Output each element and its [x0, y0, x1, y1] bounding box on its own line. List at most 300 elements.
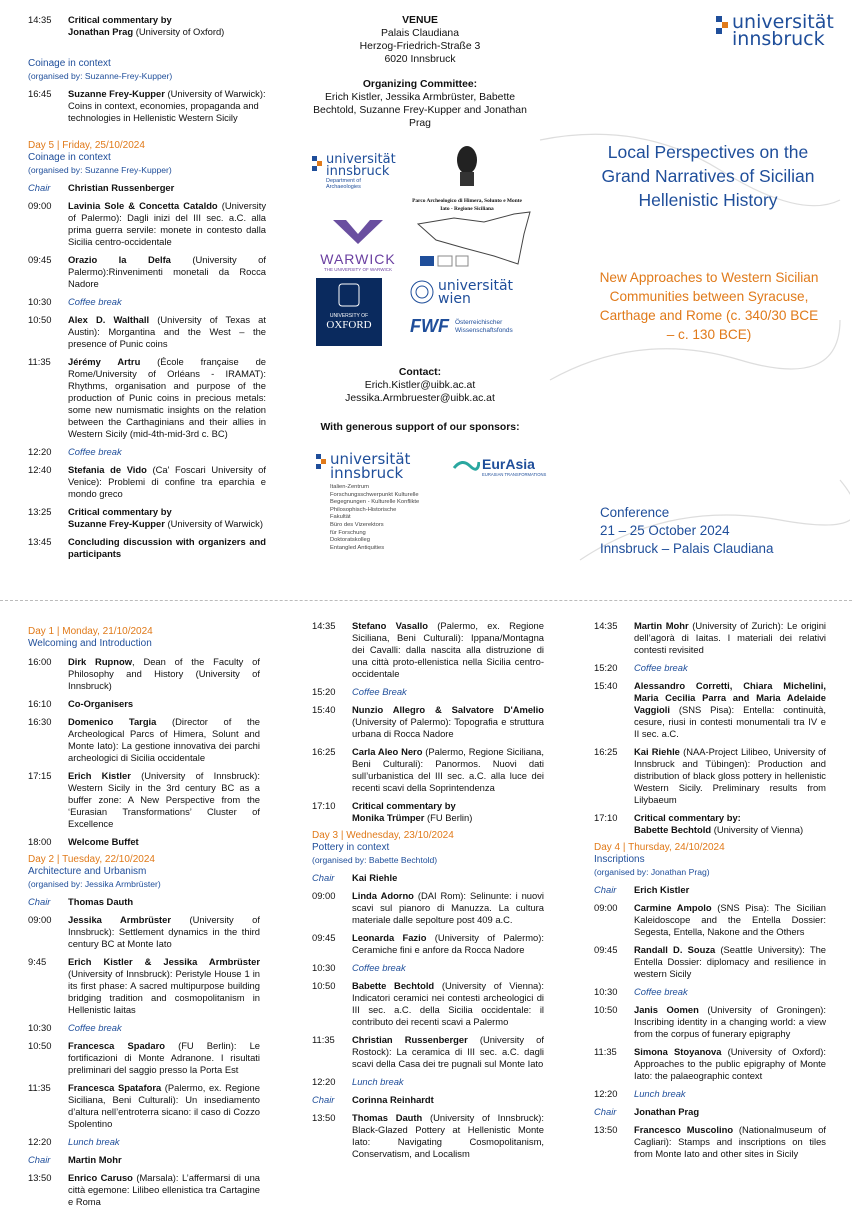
contact-email[interactable]: Jessika.Armbruester@uibk.ac.at [345, 393, 495, 404]
schedule-item [28, 656, 260, 692]
day-organiser: (organised by: Jessika Armbrüster) [28, 879, 161, 889]
item-time: 10:30 [594, 986, 618, 997]
item-speaker: Randall D. Souza [634, 944, 716, 955]
item-speaker: Erich Kistler & Jessika Armbrüster [68, 956, 260, 967]
item-time: 11:35 [28, 1082, 51, 1093]
item-time: 10:50 [28, 314, 52, 325]
item-time: Chair [312, 1094, 335, 1105]
item-title: The Entella Dossier: diplomacy and resilience in western Sicily [634, 944, 826, 979]
item-speaker: Monika Trümper [352, 812, 425, 823]
item-title: Black-Glazed Pottery at Hellenistic Monte Iato: Navigating Cosmopolitanism, Conservatism, and Localism [352, 1124, 544, 1159]
item-time: 09:00 [594, 902, 618, 913]
item-time: 16:00 [28, 656, 52, 667]
item-content [68, 1082, 260, 1130]
item-title: Production and distribution of black gloss pottery in hellenistic Western Sicily. Preliminary results from Lilybaeum [634, 758, 826, 805]
item-content: Coffee Break [352, 686, 407, 697]
item-content: Coffee break [68, 296, 122, 307]
item-content [68, 656, 260, 692]
item-speaker: Carla Aleo Nero [352, 746, 423, 757]
day-subtitle: Architecture and Urbanism [28, 866, 147, 877]
day5-items [28, 182, 266, 560]
item-time: 13:50 [312, 1112, 336, 1123]
item-content [352, 746, 544, 794]
item-content [352, 1034, 544, 1070]
item-title: Indicatori ceramici nei contesti archeologici di III sec. a.C. della Sicilia occidentale: il contributo dei recenti scavi a Palermo [352, 992, 544, 1027]
item-speaker: Critical commentary by [352, 800, 456, 811]
item-title: Entella: continuità, cesure, riusi in contesti monumentali tra IV e II sec. a.C. [634, 704, 826, 739]
item-affiliation: (Palermo, ex. Regione Siciliana, Beni Culturali): [352, 620, 544, 643]
day-header [312, 830, 544, 866]
item-affiliation: (SNS Pisa): [669, 704, 744, 715]
item-time: 09:45 [312, 932, 336, 943]
item-speaker: Critical commentary by: [634, 812, 741, 823]
item-title: Le fortificazioni di Monte Adranone. I risultati preliminari del saggio presso la Porta Est [68, 1040, 260, 1075]
item-speaker: Francesca Spadaro [68, 1040, 165, 1051]
item-time: 12:20 [312, 1076, 336, 1087]
schedule-item [28, 506, 266, 530]
item-content [68, 836, 260, 848]
item-affiliation: (FU Berlin) [424, 812, 473, 823]
item-content: Coffee break [68, 1022, 122, 1033]
contact-email[interactable]: Erich.Kistler@uibk.ac.at [364, 380, 476, 391]
schedule-column-3 [594, 620, 826, 1166]
schedule-item [28, 314, 266, 350]
oxford-crest-icon [336, 282, 362, 308]
schedule-item [594, 662, 826, 674]
item-content [68, 536, 266, 560]
item-affiliation: (University of Groningen): [698, 1004, 827, 1015]
item-title: The Sicilian Kaleidoscope and the Entella Dossier: Segesta, Entella, Nakone and the Others [634, 902, 826, 937]
top-left-schedule [28, 14, 266, 566]
item-time: 10:50 [594, 1004, 618, 1015]
schedule-item [594, 812, 826, 836]
conference-subtitle: New Approaches to Western Sicilian Communities between Syracuse, Carthage and Rome (c. 340/30 BCE – c. 130 BCE) [599, 270, 819, 342]
item-content: Christian Russenberger [68, 182, 175, 193]
schedule-item [594, 746, 826, 806]
eurasia-logo: EurAsia EURASIAN TRANSFORMATIONS [452, 456, 552, 477]
sponsor-line: Forschungsschwerpunkt Kulturelle [330, 491, 419, 498]
session-title: Coinage in context [28, 58, 111, 69]
item-content [68, 956, 260, 1016]
item-title: Panormos. Nuovi dati sull’urbanistica del III sec. a.C. alla luce dei recenti scavi della Soprintendenza [352, 758, 544, 793]
item-affiliation: (Director of the Archeological Parcs of Himera, Solunt and Monte Iato): [68, 716, 260, 751]
schedule-item [28, 254, 266, 290]
day-organiser: (organised by: Babette Bechtold) [312, 855, 438, 865]
item-time: 11:35 [312, 1034, 335, 1045]
schedule-item [312, 1094, 544, 1106]
item-speaker: Stefania de Vido [68, 464, 147, 475]
item-time: 15:20 [312, 686, 336, 697]
item-content [68, 914, 260, 950]
schedule-item [28, 296, 266, 308]
item-time: 12:20 [594, 1088, 618, 1099]
item-time: 10:50 [28, 1040, 52, 1051]
item-content: Lunch break [68, 1136, 120, 1147]
item-affiliation: (University of Palermo): [68, 200, 267, 223]
contact-heading: Contact: [398, 367, 442, 378]
wien-seal-icon [410, 280, 434, 304]
item-title: Western Sicily in the 3rd century BC as a buffer zone: A New Perspective from the ‘Eurasian Transformations’ Cluster of Excellence [68, 782, 260, 829]
schedule-item [28, 698, 260, 710]
item-content [352, 800, 544, 824]
schedule-item [312, 980, 544, 1028]
schedule-item [28, 464, 266, 500]
item-time: 12:40 [28, 464, 52, 475]
sponsors-heading: With generous support of our sponsors: [320, 422, 520, 433]
item-affiliation: (Seattle University): [715, 944, 810, 955]
sponsor-line: Doktoratskolleg [330, 537, 370, 544]
item-content [68, 1040, 260, 1076]
item-time: 10:30 [28, 1022, 52, 1033]
item-speaker: Kai Riehle [634, 746, 680, 757]
sponsor-line: für Forschung [330, 529, 366, 536]
day-organiser: (organised by: Jonathan Prag) [594, 867, 710, 877]
item-speaker: Linda Adorno [352, 890, 414, 901]
item-title: Ceramiche fini e anfore da Rocca Nadore [352, 944, 525, 955]
contact-block [300, 366, 540, 434]
item-content: Coffee break [68, 446, 122, 457]
item-speaker: Erich Kistler [68, 770, 131, 781]
item-speaker: Alex D. Walthall [68, 314, 150, 325]
sponsor-line: Büro des Vizerektors [330, 521, 384, 528]
item-time: 10:50 [312, 980, 336, 991]
schedule-column-2 [312, 620, 544, 1166]
item-affiliation: (Nationalmuseum of Cagliari): [634, 1124, 826, 1147]
item-content [634, 620, 826, 656]
item-time: Chair [28, 1154, 51, 1165]
item-title: Morgantina and the West – the presence of Punic coins [68, 326, 266, 349]
item-time: 15:40 [594, 680, 618, 691]
item-speaker: Martin Mohr [634, 620, 689, 631]
item-affiliation: (University of Warwick) [164, 518, 263, 529]
item-time: 09:00 [312, 890, 336, 901]
schedule-item [312, 1034, 544, 1070]
item-speaker: Babette Bechtold [352, 980, 435, 991]
item-time: 15:20 [594, 662, 618, 673]
item-affiliation: (University of Texas at Austin): [68, 314, 266, 337]
schedule-item [28, 1154, 260, 1166]
item-content [352, 1112, 544, 1160]
schedule-item [28, 1136, 260, 1148]
day-subtitle: Inscriptions [594, 854, 645, 865]
item-affiliation: (NAA-Project Lilibeo, University of Innsbruck and Tübingen): [634, 746, 826, 769]
item-title: Settlement dynamics in the third century BC at Monte Iato [68, 926, 260, 949]
item-affiliation: (University of Palermo): [352, 716, 455, 727]
item-title: Peristyle House 1 in its first phase: A sacred multipurpose building bridging tradition and cosmopolitanism in Hellenistic Iaitas [68, 968, 260, 1015]
item-time: 13:50 [594, 1124, 618, 1135]
schedule-item [28, 914, 260, 950]
conference-title: Local Perspectives on the Grand Narratives of Sicilian Hellenistic History [601, 142, 815, 210]
item-speaker: Francesca Spatafora [68, 1082, 162, 1093]
schedule-item [312, 686, 544, 698]
item-speaker: Alessandro Corretti, Chiara Michelini, Maria Cecilia Parra and Maria Adelaide Vaggioli [634, 680, 826, 715]
oxford-logo: UNIVERSITY OF OXFORD [316, 278, 382, 346]
item-title: L’affermarsi di una città egemone: Lilibeo ellenistica tra Cartagine e Roma [68, 1172, 261, 1207]
item-affiliation: (University of Innsbruck): [130, 770, 261, 781]
item-speaker: Concluding discussion with organizers and participants [68, 536, 266, 559]
schedule-item [594, 620, 826, 656]
schedule-item [28, 182, 266, 194]
parco-emblem-icon [452, 142, 482, 192]
item-content [352, 980, 544, 1028]
item-affiliation: (École française de Rome/University of Orléans - IRAMAT): [68, 356, 266, 379]
schedule-item [312, 890, 544, 926]
item-time: 14:35 [594, 620, 618, 631]
item-speaker: Suzanne Frey-Kupper [68, 518, 165, 529]
item-time: 13:25 [28, 506, 52, 517]
day-title: Day 5 | Friday, 25/10/2024 [28, 140, 145, 151]
item-speaker: Christian Russenberger [352, 1034, 468, 1045]
item-content [634, 812, 826, 836]
schedule-item [594, 680, 826, 740]
item-affiliation: (Marsala): [132, 1172, 182, 1183]
item-affiliation: (University of Innsbruck): [68, 968, 176, 979]
schedule-column-1 [28, 620, 260, 1214]
item-time: 14:35 [312, 620, 336, 631]
item-title: Dagli inizi del III sec. a.C. alla prima guerra servile: monete in contesto dalla Sicilia centro-occidentale [68, 212, 266, 247]
day-title: Day 1 | Monday, 21/10/2024 [28, 626, 153, 637]
item-time: 13:50 [28, 1172, 52, 1183]
venue-block [300, 14, 540, 130]
item-title: La gestione innovativa dei parchi archeologici di Sicilia occidentale [68, 740, 260, 763]
item-content: Jonathan Prag [634, 1106, 700, 1117]
venue-line: 6020 Innsbruck [384, 54, 456, 65]
item-title: Approaches to the public epigraphy of Monte Iato: the palaeographic context [634, 1058, 826, 1081]
schedule-item [594, 1046, 826, 1082]
item-speaker: Nunzio Allegro & Salvatore D'Amelio [352, 704, 544, 715]
schedule-item [28, 1022, 260, 1034]
item-title: Rinvenimenti monetali da Rocca Nadore [68, 266, 266, 289]
item-speaker: Carmine Ampolo [634, 902, 712, 913]
item-title: Inscribing identity in a changing world: a view from the corpus of funerary epigraphy [634, 1016, 826, 1039]
schedule-item [312, 800, 544, 824]
schedule-item [28, 770, 260, 830]
uibk-mark-icon [312, 156, 322, 178]
item-content [634, 902, 826, 938]
item-affiliation: (Palermo, Regione Siciliana, Beni Culturali): [352, 746, 544, 769]
item-content [68, 698, 260, 710]
item-content [352, 620, 544, 680]
item-time: Chair [28, 896, 51, 907]
schedule-item [28, 446, 266, 458]
item-time: 16:30 [28, 716, 52, 727]
item-time: Chair [312, 872, 335, 883]
item-content [634, 680, 826, 740]
item-speaker: Domenico Targia [68, 716, 157, 727]
item-title: Stamps and inscriptions on tiles from Monte Iato and other sites in Sicily [634, 1136, 826, 1159]
committee-heading: Organizing Committee: [362, 79, 478, 90]
warwick-logo: WARWICK THE UNIVERSITY OF WARWICK [312, 218, 404, 272]
uibk-mark-icon [316, 454, 326, 476]
item-content [634, 1046, 826, 1082]
schedule-item [594, 944, 826, 980]
day-title: Day 2 | Tuesday, 22/10/2024 [28, 854, 155, 865]
day-header [28, 626, 260, 656]
item-speaker: Stefano Vasallo [352, 620, 428, 631]
conference-dates: 21 – 25 October 2024 [600, 523, 730, 538]
schedule-item [594, 1124, 826, 1160]
item-affiliation: (University of Palermo): [426, 932, 544, 943]
item-speaker: Simona Stoyanova [634, 1046, 722, 1057]
item-content: Coffee break [634, 662, 688, 673]
item-content: Corinna Reinhardt [352, 1094, 434, 1105]
warwick-mark-icon [328, 218, 388, 246]
item-content [68, 314, 266, 350]
sponsor-line: Philosophisch-Historische [330, 506, 397, 513]
schedule-item [28, 896, 260, 908]
item-content [68, 254, 266, 290]
item-speaker: Dirk Rupnow [68, 656, 133, 667]
item-title: Problemi di confine tra eparchia e mondo greco [68, 476, 266, 499]
uibk-dept-logo: universität innsbruck Department of Archaeologies [312, 154, 412, 190]
item-content: Coffee break [352, 962, 406, 973]
item-time: 16:25 [594, 746, 618, 757]
item-affiliation: (University of Palermo): [68, 254, 266, 277]
item-content [68, 770, 260, 830]
committee-names: Erich Kistler, Jessika Armbrüster, Babette Bechtold, Suzanne Frey-Kupper and Jonathan Prag [313, 92, 527, 129]
item-title: Le origini dell’agorà di Iaitas. I materiali dei relativi contesti revisited [634, 620, 826, 655]
schedule-item: 14:35 Critical commentary by Jonathan Prag (University of Oxford) [28, 14, 225, 37]
day-header [28, 854, 260, 890]
item-content [68, 464, 266, 500]
item-affiliation: (Palermo, ex. Regione Siciliana, Beni Culturali): [68, 1082, 260, 1105]
item-content: Lunch break [352, 1076, 404, 1087]
item-speaker: Lavinia Sole & Concetta Cataldo [68, 200, 218, 211]
sponsor-line: Italien-Zentrum [330, 484, 369, 490]
item-time: 09:00 [28, 200, 52, 211]
schedule-item [28, 836, 260, 848]
item-content [68, 356, 266, 440]
sicily-map [414, 204, 534, 274]
item-content [634, 746, 826, 806]
item-speaker: Janis Oomen [634, 1004, 699, 1015]
item-content: Kai Riehle [352, 872, 398, 883]
session-organiser: (organised by: Suzanne-Frey-Kupper) [28, 71, 173, 81]
item-content [634, 1124, 826, 1160]
item-time: 11:35 [594, 1046, 617, 1057]
schedule-item [28, 1172, 260, 1208]
item-time: 10:30 [312, 962, 336, 973]
item-affiliation: (SNS Pisa): [711, 902, 775, 913]
item-affiliation: (University of Zurich): [688, 620, 787, 631]
schedule-item [28, 1040, 260, 1076]
item-speaker: Babette Bechtold [634, 824, 712, 835]
item-time: 13:45 [28, 536, 52, 547]
item-content: Coffee break [634, 986, 688, 997]
eurasia-wave-icon [452, 456, 480, 476]
cover-uibk-logo: universität innsbruck [716, 14, 836, 48]
item-content [634, 944, 826, 980]
venue-line: Palais Claudiana [381, 28, 459, 39]
day-subtitle: Coinage in context [28, 152, 111, 163]
schedule-item [28, 1082, 260, 1130]
day-organiser: (organised by: Suzanne Frey-Kupper) [28, 165, 172, 175]
schedule-item [312, 1112, 544, 1160]
item-speaker: Jérémy Artru [68, 356, 141, 367]
item-title: Rhythms, organisation and purpose of the production of Punic coins in precious metals: some new numismatic insights on the relation between the Carthaginians and their allies in Western Sicily (mid-4th-mid-3rd c. BC) [68, 380, 266, 439]
item-affiliation: (University of Vienna) [711, 824, 804, 835]
item-content: Martin Mohr [68, 1154, 122, 1165]
item-affiliation: (FU Berlin): [164, 1040, 250, 1051]
item-title: Un insediamento d’altura nell’entroterra sicano: il caso di Cozzo Spolentino [68, 1094, 260, 1129]
item-affiliation: (Ca' Foscari University of Venice): [68, 464, 266, 487]
item-content [68, 1172, 260, 1208]
day-title: Day 3 | Wednesday, 23/10/2024 [312, 830, 454, 841]
item-time: 09:45 [28, 254, 52, 265]
uibk-mark-icon [716, 16, 728, 44]
schedule-item [28, 716, 260, 764]
item-title: Ippana/Montagna dei Cavalli: dalla nascita alla distruzione di una città proto-ellenistica nella Sicilia centro-occidentale [352, 632, 544, 679]
item-time: 17:15 [28, 770, 52, 781]
parco-logo: Parco Archeologico di Himera, Solunto e Monte Iato - Regione Siciliana [412, 142, 522, 213]
fwf-logo: FWF Österreichischer Wissenschaftsfonds [410, 316, 513, 336]
schedule-item [28, 956, 260, 1016]
venue-line: Herzog-Friedrich-Straße 3 [359, 41, 481, 52]
sponsor-line: Entangled Antiquities [330, 544, 385, 551]
day-subtitle: Pottery in context [312, 842, 390, 853]
item-speaker: Co-Organisers [68, 698, 134, 709]
schedule-item [594, 902, 826, 938]
item-time: Chair [28, 182, 51, 193]
fold-divider [0, 600, 852, 601]
item-time: Chair [594, 884, 617, 895]
item-content: Erich Kistler [634, 884, 690, 895]
schedule-item [28, 200, 266, 248]
item-speaker: Orazio la Delfa [68, 254, 171, 265]
item-content [352, 704, 544, 740]
item-affiliation: (University of Vienna): [434, 980, 544, 991]
schedule-item [594, 1088, 826, 1100]
wien-logo: universität wien [410, 280, 530, 306]
item-title: Selinunte: i nuovi scavi sul pianoro di Manuzza. La cultura materiale dalle sepolture post 409 a.C. [352, 890, 544, 925]
item-affiliation: (University of Innsbruck): [422, 1112, 545, 1123]
schedule-item [312, 872, 544, 884]
item-speaker: Welcome Buffet [68, 836, 139, 847]
item-affiliation: (University of Rostock): [352, 1034, 544, 1057]
item-speaker: Critical commentary by [68, 506, 172, 517]
schedule-item [28, 356, 266, 440]
conference-info [600, 504, 773, 558]
conference-label: Conference [600, 505, 670, 520]
schedule-item [312, 620, 544, 680]
item-title: Topografia e struttura urbana di Rocca Nadore [352, 716, 545, 739]
item-time: 12:20 [28, 446, 52, 457]
schedule-item [312, 932, 544, 956]
item-time: 11:35 [28, 356, 51, 367]
item-speaker: Enrico Caruso [68, 1172, 133, 1183]
item-content [68, 716, 260, 764]
item-time: 12:20 [28, 1136, 52, 1147]
sponsor-uibk-logo: universität innsbruck Italien-Zentrum Forschungsschwerpunkt Kulturelle Begegnungen - Kulturelle Konflikte Philosophisch-Historische Fakultät Büro des Vizerektors für Forschung Doktoratskolleg Entangled Antiquities [316, 452, 446, 552]
conference-place: Innsbruck – Palais Claudiana [600, 541, 774, 556]
schedule-item [28, 536, 266, 560]
item-content [68, 200, 266, 248]
item-time: 09:45 [594, 944, 618, 955]
item-time: 16:25 [312, 746, 336, 757]
item-content [68, 506, 266, 530]
schedule-item [594, 1106, 826, 1118]
schedule-item [312, 962, 544, 974]
item-affiliation: (University of Innsbruck): [68, 914, 260, 937]
schedule-item [312, 1076, 544, 1088]
item-time: 17:10 [594, 812, 618, 823]
item-affiliation: (University of Oxford): [721, 1046, 826, 1057]
item-speaker: Jessika Armbrüster [68, 914, 172, 925]
item-content [634, 1004, 826, 1040]
schedule-item [594, 1004, 826, 1040]
sponsor-line: Begegnungen - Kulturelle Konflikte [330, 499, 420, 506]
day-subtitle: Welcoming and Introduction [28, 638, 152, 649]
